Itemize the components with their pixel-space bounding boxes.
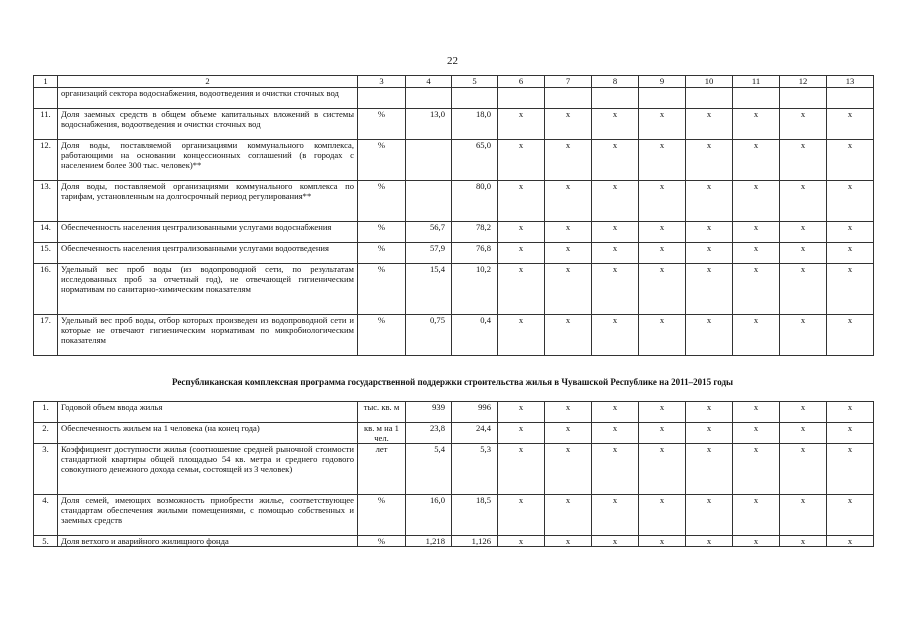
table-row (34, 88, 874, 109)
table-row (34, 495, 874, 536)
value-cell: 18,0 (452, 109, 498, 140)
indicator-name: Доля воды, поставляемой организациями коммунального комплекса по тарифам, установленным на долгосрочный период регулирования** (58, 181, 358, 222)
mark-cell: x (498, 243, 545, 264)
mark-cell: x (686, 264, 733, 315)
mark-cell: x (827, 140, 874, 181)
mark-cell: x (686, 222, 733, 243)
value-cell: 57,9 (406, 243, 452, 264)
row-number: 11. (34, 109, 58, 140)
mark-cell: x (686, 423, 733, 444)
mark-cell: x (827, 222, 874, 243)
mark-cell (733, 88, 780, 109)
mark-cell: x (686, 536, 733, 547)
mark-cell: x (780, 222, 827, 243)
table-row (34, 222, 874, 243)
mark-cell: x (686, 402, 733, 423)
mark-cell: x (780, 495, 827, 536)
indicator-name: Обеспеченность населения централизованными услугами водоснабжения (58, 222, 358, 243)
mark-cell (686, 88, 733, 109)
mark-cell: x (498, 444, 545, 495)
mark-cell: x (827, 109, 874, 140)
value-cell (406, 88, 452, 109)
mark-cell: x (780, 536, 827, 547)
mark-cell: x (639, 423, 686, 444)
mark-cell: x (827, 536, 874, 547)
value-cell: 16,0 (406, 495, 452, 536)
table-row (34, 109, 874, 140)
mark-cell: x (545, 495, 592, 536)
row-number: 15. (34, 243, 58, 264)
mark-cell: x (827, 444, 874, 495)
indicators-table-water (33, 75, 874, 356)
value-cell: 0,75 (406, 315, 452, 356)
table-row (34, 264, 874, 315)
unit-cell: % (358, 140, 406, 181)
column-number: 7 (545, 76, 592, 88)
mark-cell: x (686, 109, 733, 140)
mark-cell: x (639, 315, 686, 356)
column-number: 5 (452, 76, 498, 88)
value-cell: 15,4 (406, 264, 452, 315)
row-number: 1. (34, 402, 58, 423)
unit-cell: кв. м на 1 чел. (358, 423, 406, 444)
row-number: 5. (34, 536, 58, 547)
indicator-name: организаций сектора водоснабжения, водоотведения и очистки сточных вод (58, 88, 358, 109)
mark-cell: x (733, 536, 780, 547)
mark-cell (780, 88, 827, 109)
mark-cell: x (827, 402, 874, 423)
row-number: 14. (34, 222, 58, 243)
mark-cell: x (827, 423, 874, 444)
row-number: 17. (34, 315, 58, 356)
value-cell: 23,8 (406, 423, 452, 444)
value-cell: 1,218 (406, 536, 452, 547)
mark-cell: x (733, 444, 780, 495)
value-cell: 78,2 (452, 222, 498, 243)
mark-cell: x (545, 315, 592, 356)
mark-cell: x (686, 495, 733, 536)
row-number: 13. (34, 181, 58, 222)
mark-cell: x (733, 140, 780, 181)
indicator-name: Коэффициент доступности жилья (соотношение средней рыночной стоимости стандартной квартиры общей площадью 54 кв. метра и среднего годового совокупного денежного дохода семьи, состоящей из 3 человек) (58, 444, 358, 495)
mark-cell: x (780, 444, 827, 495)
value-cell: 0,4 (452, 315, 498, 356)
mark-cell: x (545, 181, 592, 222)
column-number: 10 (686, 76, 733, 88)
mark-cell: x (827, 243, 874, 264)
section-title: Республиканская комплексная программа государственной поддержки строительства жилья в Чувашской Республике на 2011–2015 годы (171, 377, 734, 387)
table-row (34, 243, 874, 264)
column-number: 12 (780, 76, 827, 88)
unit-cell: % (358, 536, 406, 547)
value-cell (406, 140, 452, 181)
mark-cell: x (686, 140, 733, 181)
mark-cell: x (498, 423, 545, 444)
mark-cell: x (545, 264, 592, 315)
mark-cell: x (639, 243, 686, 264)
mark-cell: x (592, 423, 639, 444)
table-row (34, 140, 874, 181)
table-row (34, 402, 874, 423)
value-cell: 24,4 (452, 423, 498, 444)
mark-cell (827, 88, 874, 109)
column-number: 6 (498, 76, 545, 88)
value-cell: 996 (452, 402, 498, 423)
value-cell: 65,0 (452, 140, 498, 181)
indicator-name: Обеспеченность жильем на 1 человека (на конец года) (58, 423, 358, 444)
table-header-row (34, 76, 874, 88)
mark-cell: x (592, 536, 639, 547)
indicator-name: Доля семей, имеющих возможность приобрести жилье, соответствующее стандартам обеспечения жилыми помещениями, с помощью собственных и заемных средств (58, 495, 358, 536)
unit-cell: % (358, 315, 406, 356)
unit-cell: % (358, 181, 406, 222)
mark-cell: x (686, 181, 733, 222)
mark-cell: x (686, 243, 733, 264)
mark-cell: x (733, 181, 780, 222)
mark-cell: x (733, 222, 780, 243)
unit-cell: лет (358, 444, 406, 495)
mark-cell: x (639, 140, 686, 181)
mark-cell: x (780, 243, 827, 264)
indicator-name: Доля ветхого и аварийного жилищного фонда (58, 536, 358, 547)
mark-cell: x (498, 495, 545, 536)
value-cell: 56,7 (406, 222, 452, 243)
mark-cell: x (639, 181, 686, 222)
value-cell: 10,2 (452, 264, 498, 315)
mark-cell: x (733, 315, 780, 356)
row-number: 2. (34, 423, 58, 444)
value-cell (452, 88, 498, 109)
indicator-name: Доля заемных средств в общем объеме капитальных вложений в системы водоснабжения, водоотведения и очистки сточных вод (58, 109, 358, 140)
mark-cell (592, 88, 639, 109)
page-number: 22 (447, 55, 458, 67)
value-cell (406, 181, 452, 222)
mark-cell: x (780, 315, 827, 356)
row-number: 16. (34, 264, 58, 315)
mark-cell: x (545, 536, 592, 547)
mark-cell: x (780, 109, 827, 140)
column-number: 3 (358, 76, 406, 88)
mark-cell: x (545, 402, 592, 423)
mark-cell: x (639, 536, 686, 547)
indicator-name: Годовой объем ввода жилья (58, 402, 358, 423)
column-number: 1 (34, 76, 58, 88)
mark-cell: x (780, 264, 827, 315)
indicator-name: Удельный вес проб воды, отбор которых произведен из водопроводной сети и которые не отвечают гигиеническим нормативам по микробиологическим показателям (58, 315, 358, 356)
mark-cell: x (592, 222, 639, 243)
column-number: 11 (733, 76, 780, 88)
mark-cell: x (733, 264, 780, 315)
mark-cell: x (498, 315, 545, 356)
mark-cell: x (592, 109, 639, 140)
mark-cell: x (780, 181, 827, 222)
mark-cell: x (733, 423, 780, 444)
mark-cell: x (498, 264, 545, 315)
mark-cell: x (498, 402, 545, 423)
value-cell: 13,0 (406, 109, 452, 140)
mark-cell: x (827, 181, 874, 222)
value-cell: 18,5 (452, 495, 498, 536)
mark-cell: x (639, 495, 686, 536)
mark-cell: x (545, 109, 592, 140)
indicators-table-housing (33, 401, 874, 547)
row-number: 4. (34, 495, 58, 536)
mark-cell: x (545, 243, 592, 264)
mark-cell: x (545, 423, 592, 444)
mark-cell: x (827, 495, 874, 536)
mark-cell: x (780, 140, 827, 181)
mark-cell: x (827, 264, 874, 315)
indicator-name: Доля воды, поставляемой организациями коммунального комплекса, работающими на основании концессионных соглашений (в городах с населением более 300 тыс. человек)** (58, 140, 358, 181)
mark-cell: x (780, 402, 827, 423)
table-row (34, 423, 874, 444)
mark-cell: x (592, 402, 639, 423)
mark-cell: x (733, 243, 780, 264)
mark-cell: x (827, 315, 874, 356)
indicator-name: Обеспеченность населения централизованными услугами водоотведения (58, 243, 358, 264)
mark-cell: x (733, 402, 780, 423)
mark-cell: x (592, 140, 639, 181)
mark-cell: x (592, 243, 639, 264)
mark-cell: x (592, 181, 639, 222)
column-number: 2 (58, 76, 358, 88)
mark-cell: x (545, 444, 592, 495)
mark-cell: x (639, 264, 686, 315)
row-number: 12. (34, 140, 58, 181)
mark-cell (545, 88, 592, 109)
mark-cell: x (780, 423, 827, 444)
mark-cell: x (639, 444, 686, 495)
table-row (34, 181, 874, 222)
value-cell: 939 (406, 402, 452, 423)
mark-cell: x (592, 495, 639, 536)
mark-cell: x (545, 222, 592, 243)
mark-cell: x (498, 536, 545, 547)
row-number (34, 88, 58, 109)
mark-cell: x (639, 109, 686, 140)
unit-cell: % (358, 264, 406, 315)
mark-cell: x (733, 109, 780, 140)
value-cell: 76,8 (452, 243, 498, 264)
mark-cell: x (498, 109, 545, 140)
unit-cell: тыс. кв. м (358, 402, 406, 423)
mark-cell: x (639, 222, 686, 243)
value-cell: 80,0 (452, 181, 498, 222)
indicator-name: Удельный вес проб воды (из водопроводной сети, по результатам исследованных проб за отчетный год), не отвечающей гигиеническим нормативам по санитарно-химическим показателям (58, 264, 358, 315)
table-row (34, 536, 874, 547)
table-row (34, 315, 874, 356)
value-cell: 1,126 (452, 536, 498, 547)
value-cell: 5,4 (406, 444, 452, 495)
table-row (34, 444, 874, 495)
mark-cell: x (592, 264, 639, 315)
mark-cell: x (592, 444, 639, 495)
mark-cell: x (686, 315, 733, 356)
unit-cell: % (358, 222, 406, 243)
column-number: 4 (406, 76, 452, 88)
column-number: 9 (639, 76, 686, 88)
unit-cell: % (358, 109, 406, 140)
row-number: 3. (34, 444, 58, 495)
mark-cell: x (639, 402, 686, 423)
mark-cell (639, 88, 686, 109)
value-cell: 5,3 (452, 444, 498, 495)
unit-cell: % (358, 495, 406, 536)
unit-cell (358, 88, 406, 109)
mark-cell (498, 88, 545, 109)
mark-cell: x (498, 222, 545, 243)
column-number: 13 (827, 76, 874, 88)
column-number: 8 (592, 76, 639, 88)
mark-cell: x (545, 140, 592, 181)
mark-cell: x (592, 315, 639, 356)
unit-cell: % (358, 243, 406, 264)
mark-cell: x (498, 140, 545, 181)
mark-cell: x (733, 495, 780, 536)
mark-cell: x (498, 181, 545, 222)
mark-cell: x (686, 444, 733, 495)
